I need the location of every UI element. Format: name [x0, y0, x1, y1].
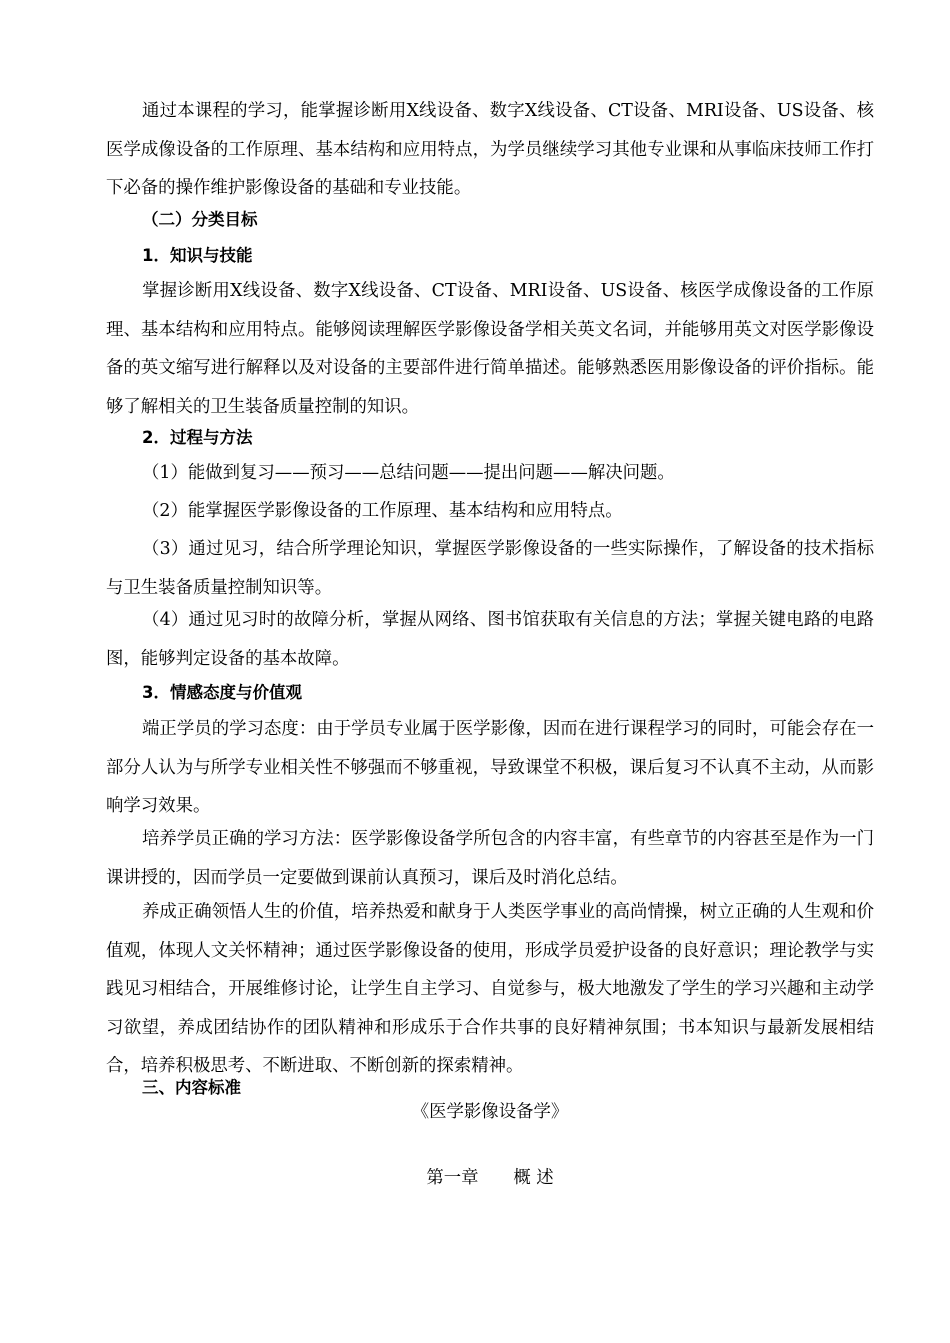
section3-heading: 三、内容标准 — [142, 1078, 241, 1097]
goal2-item: （4）通过见习时的故障分析，掌握从网络、图书馆获取有关信息的方法；掌握关键电路的电路图，能够判定设备的基本故障。 — [106, 610, 874, 669]
goal3-heading: 3．情感态度与价值观 — [142, 683, 302, 702]
goal3-paragraph: 端正学员的学习态度：由于学员专业属于医学影像，因而在进行课程学习的同时，可能会存在一部分人认为与所学专业相关性不够强而不够重视，导致课堂不积极，课后复习不认真不主动，从而影响学习效果。 — [106, 719, 874, 816]
goal3-paragraph: 培养学员正确的学习方法：医学影像设备学所包含的内容丰富，有些章节的内容甚至是作为一门课讲授的，因而学员一定要做到课前认真预习，课后及时消化总结。 — [106, 829, 874, 888]
goal2-item: （3）通过见习，结合所学理论知识，掌握医学影像设备的一些实际操作，了解设备的技术指标与卫生装备质量控制知识等。 — [106, 539, 874, 598]
book-title: 《医学影像设备学》 — [411, 1102, 569, 1122]
goal1-heading: 1．知识与技能 — [142, 246, 253, 265]
goal1-paragraph: 掌握诊断用X线设备、数字X线设备、CT设备、MRI设备、US设备、核医学成像设备的工作原理、基本结构和应用特点。能够阅读理解医学影像设备学相关英文名词，并能够用英文对医学影像设备的英文缩写进行解释以及对设备的主要部件进行简单描述。能够熟悉医用影像设备的评价指标。能够了解相关的卫生装备质量控制的知识。 — [106, 281, 874, 417]
intro-paragraph: 通过本课程的学习，能掌握诊断用X线设备、数字X线设备、CT设备、MRI设备、US设备、核医学成像设备的工作原理、基本结构和应用特点，为学员继续学习其他专业课和从事临床技师工作打下必备的操作维护影像设备的基础和专业技能。 — [106, 101, 874, 198]
goal3-paragraph: 养成正确领悟人生的价值，培养热爱和献身于人类医学事业的高尚情操，树立正确的人生观和价值观，体现人文关怀精神；通过医学影像设备的使用，形成学员爱护设备的良好意识；理论教学与实践见习相结合，开展维修讨论，让学生自主学习、自觉参与，极大地激发了学生的学习兴趣和主动学习欲望，养成团结协作的团队精神和形成乐于合作共事的良好精神氛围；书本知识与最新发展相结合，培养积极思考、不断进取、不断创新的探索精神。 — [106, 902, 874, 1076]
goal2-item: （2）能掌握医学影像设备的工作原理、基本结构和应用特点。 — [142, 501, 623, 521]
chapter-title: 第一章 概 述 — [426, 1168, 554, 1188]
goal2-heading: 2．过程与方法 — [142, 428, 253, 447]
goal2-item: （1）能做到复习——预习——总结问题——提出问题——解决问题。 — [142, 463, 675, 483]
section-goals-heading: （二）分类目标 — [142, 210, 258, 229]
